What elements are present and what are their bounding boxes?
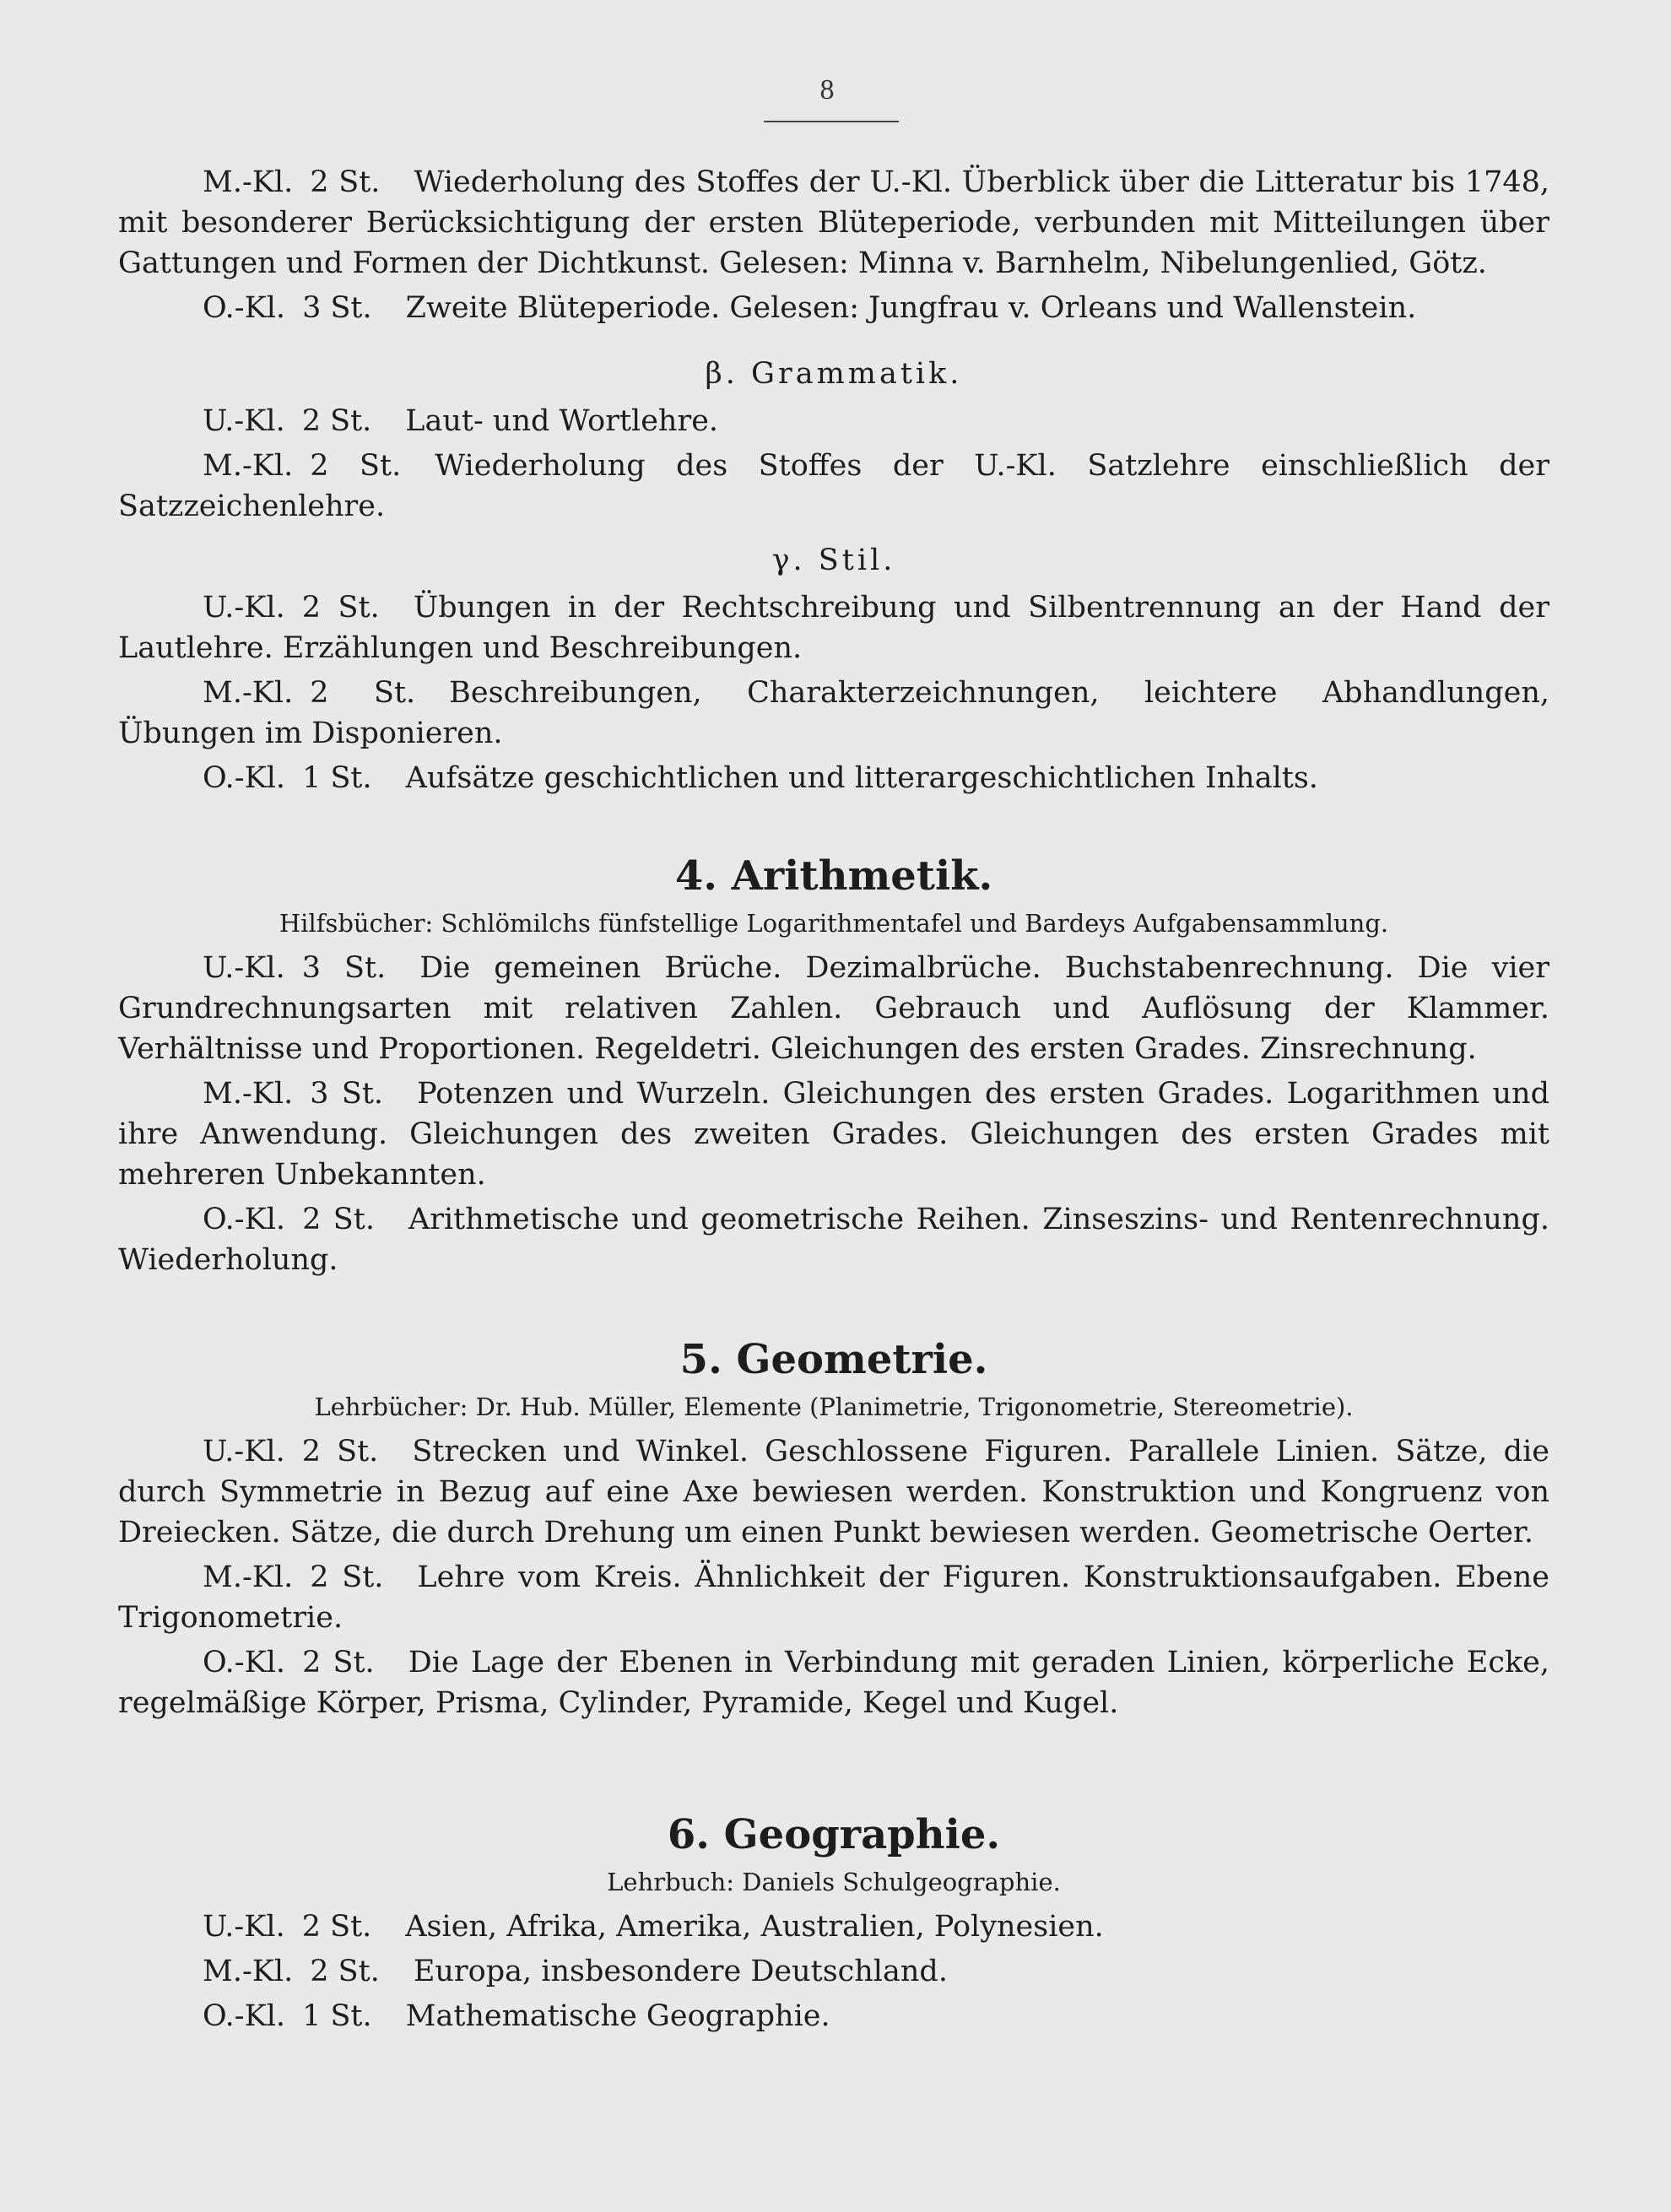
arithmetik-heading: 4. Arithmetik. [674, 852, 993, 900]
grammatik-ukl-entry [118, 401, 1549, 441]
class-label: O.-Kl. [203, 761, 286, 795]
entry-text: Aufsätze geschichtlichen und litterargeschichtlichen Inhalts. [405, 761, 1318, 795]
geographie-textbook: Lehrbuch: Daniels Schulgeographie. [607, 1868, 1061, 1896]
class-label: O.-Kl. [203, 1999, 286, 2033]
class-label: M.-Kl. [203, 676, 294, 710]
hours-label: 2 St. [310, 165, 381, 199]
class-label: M.-Kl. [203, 449, 294, 483]
class-label: U.-Kl. [203, 951, 285, 985]
hours-label: 2 St. [302, 1646, 375, 1679]
entry-text: Mathematische Geographie. [405, 1999, 830, 2033]
section-spacer [118, 803, 1549, 850]
german-mkl-entry [118, 162, 1549, 284]
class-label: O.-Kl. [203, 1646, 286, 1679]
geographie-okl-entry [118, 1996, 1549, 2036]
grammatik-mkl-entry [118, 446, 1549, 527]
entry-text: Asien, Afrika, Amerika, Australien, Polynesien. [405, 1910, 1104, 1944]
stil-mkl-entry [118, 673, 1549, 754]
class-label: U.-Kl. [203, 1910, 285, 1944]
hours-label: 1 St. [302, 1999, 372, 2033]
class-label: O.-Kl. [203, 291, 286, 325]
entry-text: Potenzen und Wurzeln. Gleichungen des ersten Grades. Logarithmen und ihre Anwendung. Gleichungen des zweiten Grades. Gleichungen des ersten Grades mit mehreren Unbekannten. [118, 1077, 1550, 1192]
hours-label: 2 St. [301, 1910, 372, 1944]
entry-text: Die gemeinen Brüche. Dezimalbrüche. Buchstabenrechnung. Die vier Grundrechnungsarten mit relativen Zahlen. Gebrauch und Auflösung der Klammer. Verhältnisse und Proportionen. Regeldetri. Gleichungen des ersten Grades. Zinsrechnung. [118, 951, 1549, 1066]
page-number: 8 [819, 74, 835, 105]
entry-text: Übungen in der Rechtschreibung und Silbentrennung an der Hand der Lautlehre. Erzählungen und Beschreibungen. [118, 591, 1549, 665]
section-spacer [118, 1284, 1549, 1333]
grammatik-subheading: β. Grammatik. [705, 357, 963, 391]
page-content [118, 162, 1549, 2041]
geometrie-mkl-entry [118, 1557, 1549, 1638]
hours-label: 3 St. [301, 951, 387, 985]
hours-label: 2 St. [310, 1955, 380, 1988]
geographie-heading: 6. Geographie. [667, 1811, 1001, 1858]
hours-label: 1 St. [302, 761, 372, 795]
stil-ukl-entry [118, 587, 1549, 668]
hours-label: 2 St. [301, 1435, 379, 1468]
entry-text: Wiederholung des Stoffes der U.-Kl. Überblick über die Litteratur bis 1748, mit besonderer Berücksichtigung der ersten Blüteperiode, verbunden mit Mitteilungen über Gattungen und Formen der Dichtkunst. Gelesen: Minna v. Barnhelm, Nibelungenlied, Götz. [118, 165, 1550, 280]
entry-text: Wiederholung des Stoffes der U.-Kl. Satzlehre einschließlich der Satzzeichenlehre. [118, 449, 1549, 523]
geographie-mkl-entry [118, 1951, 1549, 1992]
entry-text: Strecken und Winkel. Geschlossene Figuren. Parallele Linien. Sätze, die durch Symmetrie in Bezug auf eine Axe bewiesen werden. Konstruktion und Kongruenz von Dreiecken. Sätze, die durch Drehung um einen Punkt bewiesen werden. Geometrische Oerter. [118, 1435, 1549, 1549]
geometrie-okl-entry [118, 1642, 1549, 1723]
geometrie-ukl-entry [118, 1431, 1549, 1553]
geometrie-textbooks: Lehrbücher: Dr. Hub. Müller, Elemente (Planimetrie, Trigonometrie, Stereometrie). [314, 1393, 1354, 1421]
stil-subheading: γ. Stil. [771, 544, 896, 577]
geometrie-heading: 5. Geometrie. [679, 1336, 988, 1383]
header-rule [764, 121, 899, 122]
entry-text: Laut- und Wortlehre. [405, 404, 719, 438]
class-label: U.-Kl. [203, 591, 285, 625]
class-label: M.-Kl. [203, 1955, 294, 1988]
entry-text: Die Lage der Ebenen in Verbindung mit geraden Linien, körperliche Ecke, regelmäßige Körper, Prisma, Cylinder, Pyramide, Kegel und Kugel. [118, 1646, 1549, 1720]
entry-text: Beschreibungen, Charakterzeichnungen, leichtere Abhandlungen, Übungen im Disponieren. [118, 676, 1549, 750]
german-okl-entry [118, 288, 1549, 328]
hours-label: 2 St. [310, 676, 416, 710]
hours-label: 3 St. [310, 1077, 384, 1111]
class-label: M.-Kl. [203, 1077, 294, 1111]
geographie-ukl-entry [118, 1906, 1549, 1947]
class-label: M.-Kl. [203, 1560, 294, 1594]
class-label: U.-Kl. [203, 1435, 285, 1468]
entry-text: Arithmetische und geometrische Reihen. Zinseszins- und Rentenrechnung. Wiederholung. [118, 1203, 1550, 1277]
class-label: O.-Kl. [203, 1203, 286, 1236]
section-spacer [118, 1728, 1549, 1809]
hours-label: 3 St. [302, 291, 372, 325]
arithmetik-ukl-entry [118, 948, 1549, 1069]
entry-text: Europa, insbesondere Deutschland. [413, 1955, 948, 1988]
entry-text: Zweite Blüteperiode. Gelesen: Jungfrau v. Orleans und Wallenstein. [405, 291, 1417, 325]
arithmetik-mkl-entry [118, 1074, 1549, 1195]
entry-text: Lehre vom Kreis. Ähnlichkeit der Figuren. Konstruktionsaufgaben. Ebene Trigonometrie. [118, 1560, 1549, 1635]
hours-label: 2 St. [302, 1203, 375, 1236]
class-label: U.-Kl. [203, 404, 285, 438]
hours-label: 2 St. [310, 449, 402, 483]
stil-okl-entry [118, 758, 1549, 798]
hours-label: 2 St. [301, 404, 372, 438]
arithmetik-textbooks: Hilfsbücher: Schlömilchs fünfstellige Logarithmentafel und Bardeys Aufgabensammlung. [278, 909, 1389, 938]
hours-label: 2 St. [310, 1560, 384, 1594]
class-label: M.-Kl. [203, 165, 294, 199]
hours-label: 2 St. [301, 591, 380, 625]
arithmetik-okl-entry [118, 1199, 1549, 1280]
